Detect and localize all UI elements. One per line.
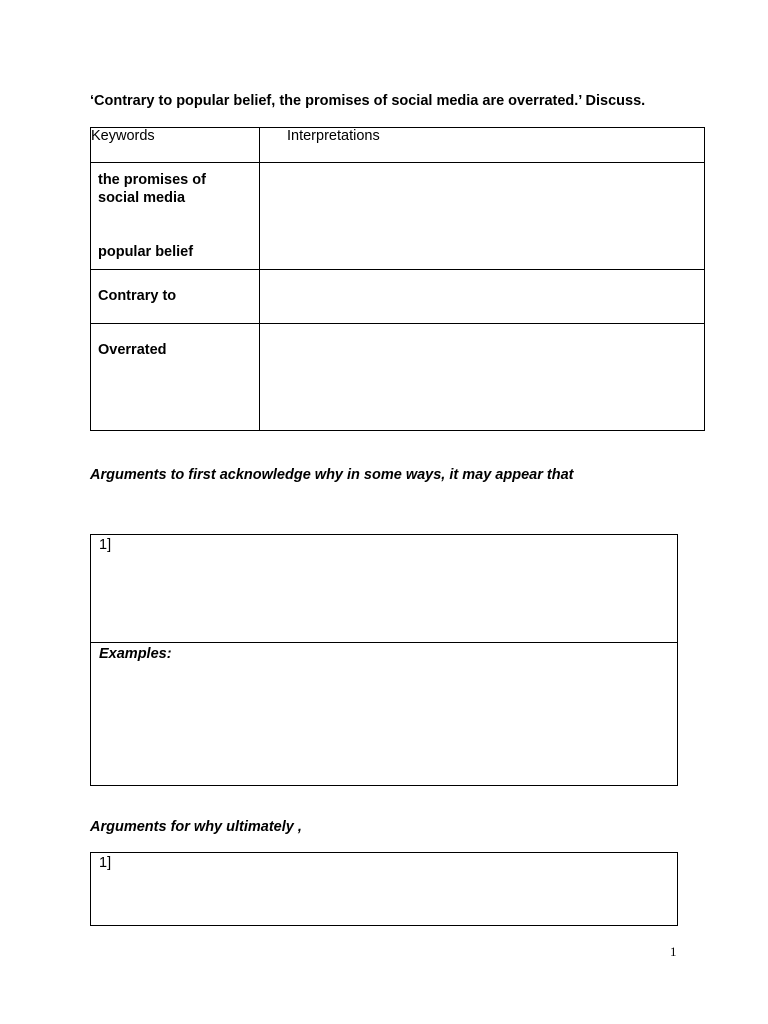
table-header-row: [91, 128, 705, 163]
essay-question: ‘Contrary to popular belief, the promises of social media are overrated.’ Discuss.: [90, 93, 646, 109]
interpretation-cell[interactable]: [260, 324, 705, 431]
interpretation-cell[interactable]: [260, 163, 705, 270]
keyword-overrated: Overrated: [91, 324, 260, 431]
keyword-contrary-to: Contrary to: [91, 270, 260, 324]
point-label: 1]: [99, 537, 112, 553]
keyword-popular-belief: popular belief: [98, 244, 194, 260]
examples-label: Examples:: [99, 646, 172, 662]
section1-point-field[interactable]: [91, 535, 677, 643]
point-label: 1]: [99, 855, 112, 871]
page-number: 1: [670, 944, 677, 959]
keywords-table: [90, 127, 705, 431]
keyword-promises: the promises of social media: [98, 172, 206, 206]
section1-heading: Arguments to first acknowledge why in some ways, it may appear that: [90, 467, 574, 483]
table-row: [91, 163, 705, 270]
table-row: [91, 324, 705, 431]
table-row: [91, 270, 705, 324]
interpretation-cell[interactable]: [260, 270, 705, 324]
section2-box: [90, 852, 678, 926]
header-keywords: Keywords: [91, 128, 260, 163]
section1-box: [90, 534, 678, 786]
keyword-cell: [91, 163, 260, 270]
section1-examples-field[interactable]: [91, 643, 677, 785]
header-interpretations: Interpretations: [260, 128, 705, 163]
section2-point-field[interactable]: [91, 853, 677, 925]
section2-heading: Arguments for why ultimately ,: [90, 819, 302, 835]
